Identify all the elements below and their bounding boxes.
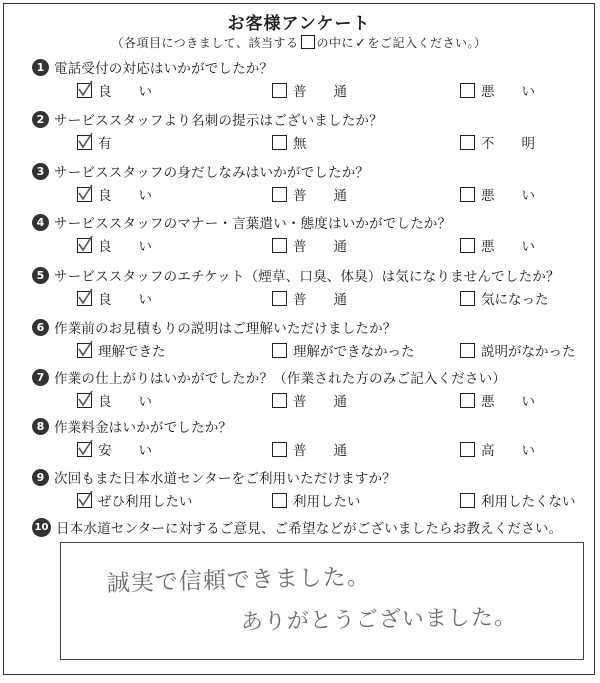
question-number: 2 xyxy=(32,111,49,128)
option-label: 理解ができなかった xyxy=(293,344,415,360)
option-label: 普 通 xyxy=(293,188,347,204)
checkbox[interactable] xyxy=(77,135,92,150)
survey-sheet xyxy=(3,3,595,675)
option-label: 利用したくない xyxy=(481,494,576,510)
question-text: 作業前のお見積もりの説明はご理解いただけましたか？ xyxy=(54,321,397,337)
check-mark-icon xyxy=(77,184,95,202)
checkbox[interactable] xyxy=(272,135,287,150)
option[interactable] xyxy=(460,80,535,100)
question-number: 7 xyxy=(32,369,49,386)
option-label: 有 xyxy=(98,136,112,152)
check-mark-icon xyxy=(77,340,95,358)
instructions-middle: の中に xyxy=(316,36,355,50)
comment-box[interactable] xyxy=(60,542,584,660)
question-number: 8 xyxy=(32,418,49,435)
question-number: 6 xyxy=(32,319,49,336)
option-label: 悪 い xyxy=(481,239,535,255)
option-label: 悪 い xyxy=(481,188,535,204)
checkbox[interactable] xyxy=(77,83,92,98)
check-mark-icon xyxy=(77,390,95,408)
checkbox[interactable] xyxy=(460,393,475,408)
question-6 xyxy=(32,316,592,366)
option[interactable] xyxy=(272,390,347,410)
option-label: 安 い xyxy=(98,443,152,459)
example-box-icon xyxy=(301,35,315,49)
question-text: 作業料金はいかがでしたか？ xyxy=(54,420,233,436)
option[interactable] xyxy=(460,439,535,459)
checkbox[interactable] xyxy=(272,393,287,408)
checkbox[interactable] xyxy=(460,493,475,508)
question-text: サービススタッフのマナー・言葉遣い・態度はいかがでしたか？ xyxy=(54,216,452,232)
question-text: 日本水道センターに対するご意見、ご希望などがございましたらお教えください。 xyxy=(56,521,563,537)
question-2 xyxy=(32,108,592,158)
option[interactable] xyxy=(272,184,347,204)
question-9 xyxy=(32,466,592,516)
question-text: 電話受付の対応はいかがでしたか？ xyxy=(54,61,274,77)
survey-title: お客様アンケート xyxy=(227,14,371,34)
question-text: 作業の仕上がりはいかがでしたか？（作業された方のみご記入ください） xyxy=(54,371,507,387)
checkbox[interactable] xyxy=(77,238,92,253)
option-group xyxy=(32,338,592,362)
checkbox[interactable] xyxy=(272,442,287,457)
option-group xyxy=(32,130,592,154)
checkbox[interactable] xyxy=(77,442,92,457)
option[interactable] xyxy=(77,235,152,255)
option-label: 説明がなかった xyxy=(481,344,576,360)
option-group xyxy=(32,286,592,310)
question-number: 1 xyxy=(32,59,49,76)
checkbox[interactable] xyxy=(460,343,475,358)
checkbox[interactable] xyxy=(460,442,475,457)
question-number: 10 xyxy=(32,518,51,537)
instructions-after: をご記入ください。） xyxy=(367,36,487,50)
option-label: 悪 い xyxy=(481,84,535,100)
question-text: サービススタッフより名刺の提示はございましたか？ xyxy=(54,113,383,129)
option-group xyxy=(32,182,592,206)
checkbox[interactable] xyxy=(272,83,287,98)
question-number: 3 xyxy=(32,163,49,180)
handwritten-line-2: ありがとうございました。 xyxy=(240,605,518,635)
option-label: 利用したい xyxy=(293,494,361,510)
check-mark-icon xyxy=(77,235,95,253)
option[interactable] xyxy=(460,490,576,510)
option[interactable] xyxy=(77,184,152,204)
option[interactable] xyxy=(460,288,549,308)
option-label: 悪 い xyxy=(481,394,535,410)
option-group xyxy=(32,388,592,412)
option[interactable] xyxy=(272,439,347,459)
checkbox[interactable] xyxy=(77,291,92,306)
checkbox[interactable] xyxy=(77,393,92,408)
option[interactable] xyxy=(272,132,307,152)
question-3 xyxy=(32,160,592,210)
option[interactable] xyxy=(77,80,152,100)
option-label: 良 い xyxy=(98,84,152,100)
question-4 xyxy=(32,211,592,261)
option-label: 良 い xyxy=(98,188,152,204)
checkbox[interactable] xyxy=(460,187,475,202)
question-5 xyxy=(32,264,592,314)
option-label: 不 明 xyxy=(481,136,535,152)
option[interactable] xyxy=(77,340,166,360)
checkbox[interactable] xyxy=(460,238,475,253)
checkmark-icon: ✓ xyxy=(355,36,367,51)
question-text: サービススタッフの身だしなみはいかがでしたか？ xyxy=(54,165,370,181)
option-label: 高 い xyxy=(481,443,535,459)
option-label: 普 通 xyxy=(293,292,347,308)
option-label: 良 い xyxy=(98,239,152,255)
option[interactable] xyxy=(460,184,535,204)
option-label: 気になった xyxy=(481,292,549,308)
checkbox[interactable] xyxy=(272,238,287,253)
checkbox[interactable] xyxy=(272,343,287,358)
option[interactable] xyxy=(77,288,152,308)
option[interactable] xyxy=(272,288,347,308)
checkbox[interactable] xyxy=(460,135,475,150)
question-number: 5 xyxy=(32,267,49,284)
checkbox[interactable] xyxy=(272,187,287,202)
question-number: 4 xyxy=(32,214,49,231)
handwritten-line-1: 誠実で信頼できました。 xyxy=(106,564,372,597)
check-mark-icon xyxy=(77,490,95,508)
instructions xyxy=(4,34,594,51)
option[interactable] xyxy=(77,439,152,459)
option[interactable] xyxy=(460,235,535,255)
checkbox[interactable] xyxy=(77,493,92,508)
option[interactable] xyxy=(272,490,361,510)
option[interactable] xyxy=(77,390,152,410)
option[interactable] xyxy=(460,132,535,152)
checkbox[interactable] xyxy=(272,291,287,306)
question-text: サービススタッフのエチケット（煙草、口臭、体臭）は気になりませんでしたか？ xyxy=(54,269,560,285)
option-label: 普 通 xyxy=(293,443,347,459)
option-label: 良 い xyxy=(98,394,152,410)
question-8 xyxy=(32,415,592,465)
option[interactable] xyxy=(460,340,576,360)
checkbox[interactable] xyxy=(460,83,475,98)
option[interactable] xyxy=(460,390,535,410)
option-label: 良 い xyxy=(98,292,152,308)
option-label: 普 通 xyxy=(293,239,347,255)
option-label: ぜひ利用したい xyxy=(98,494,193,510)
option[interactable] xyxy=(272,80,347,100)
option-group xyxy=(32,488,592,512)
option-label: 無 xyxy=(293,136,307,152)
checkbox[interactable] xyxy=(77,343,92,358)
question-1 xyxy=(32,56,592,106)
check-mark-icon xyxy=(77,288,95,306)
option-group xyxy=(32,437,592,461)
option-group xyxy=(32,233,592,257)
option-label: 普 通 xyxy=(293,84,347,100)
checkbox[interactable] xyxy=(460,291,475,306)
option[interactable] xyxy=(272,235,347,255)
option-label: 普 通 xyxy=(293,394,347,410)
check-mark-icon xyxy=(77,132,95,150)
option-group xyxy=(32,78,592,102)
option[interactable] xyxy=(77,132,112,152)
option[interactable] xyxy=(272,340,415,360)
option-label: 理解できた xyxy=(98,344,166,360)
handwritten-comment xyxy=(61,543,585,661)
checkbox[interactable] xyxy=(272,493,287,508)
question-7 xyxy=(32,366,592,416)
check-mark-icon xyxy=(77,439,95,457)
checkbox[interactable] xyxy=(77,187,92,202)
question-text: 次回もまた日本水道センターをご利用いただけますか？ xyxy=(54,471,396,487)
instructions-before: （各項目につきまして、該当する xyxy=(111,36,299,50)
option[interactable] xyxy=(77,490,193,510)
question-number: 9 xyxy=(32,469,49,486)
check-mark-icon xyxy=(77,80,95,98)
